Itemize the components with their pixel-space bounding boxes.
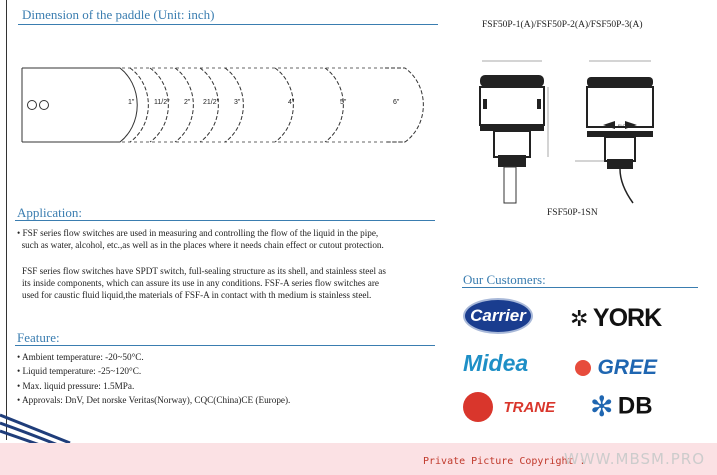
gree-leaf-icon bbox=[575, 360, 591, 376]
feature-rule bbox=[15, 345, 435, 346]
application-line: FSF series flow switches have SPDT switch, full-sealing structure as its shell, and stainless steel as bbox=[22, 266, 386, 276]
paddle-size-label: 3" bbox=[234, 99, 241, 106]
application-line: its inside components, which can assure its use in any conditions. FSF-A series flow switches are bbox=[22, 278, 379, 288]
carrier-logo-text: Carrier bbox=[470, 306, 526, 325]
model-caption-top: FSF50P-1(A)/FSF50P-2(A)/FSF50P-3(A) bbox=[482, 20, 643, 30]
copyright-site[interactable]: WWW.MBSM.PRO bbox=[564, 450, 706, 468]
gree-logo bbox=[575, 354, 657, 382]
paddle-title: Dimension of the paddle (Unit: inch) bbox=[22, 7, 215, 22]
paddle-size-label: 21/2" bbox=[203, 99, 220, 106]
feature-item: • Approvals: DnV, Det norske Veritas(Norway), CQC(China)CE (Europe). bbox=[17, 395, 291, 405]
switch-drawing-side bbox=[575, 55, 675, 205]
copyright-label: Private Picture Copyright : bbox=[423, 456, 586, 467]
left-border bbox=[6, 0, 7, 440]
customers-title: Our Customers: bbox=[463, 272, 546, 287]
customers-rule bbox=[462, 287, 698, 288]
paddle-size-label: 11/2" bbox=[154, 99, 170, 106]
paddle-size-label: 5" bbox=[340, 99, 347, 106]
db-logo-text: DB bbox=[617, 392, 653, 420]
trane-circle-icon bbox=[463, 392, 493, 422]
paddle-rule bbox=[18, 24, 438, 25]
db-swirl-icon: ✻ bbox=[590, 391, 614, 422]
trane-logo-text: TRANE bbox=[503, 398, 556, 416]
application-rule bbox=[15, 220, 435, 221]
york-logo bbox=[570, 304, 661, 332]
feature-item: • Ambient temperature: -20~50°C. bbox=[17, 352, 144, 362]
paddle-size-label: 4" bbox=[288, 99, 295, 106]
switch-drawing-front bbox=[470, 55, 560, 205]
gree-logo-text: GREE bbox=[597, 356, 657, 379]
feature-item: • Max. liquid pressure: 1.5MPa. bbox=[17, 381, 135, 391]
feature-title: Feature: bbox=[17, 330, 60, 345]
york-logo-text: YORK bbox=[592, 304, 662, 332]
midea-logo bbox=[463, 346, 528, 380]
application-title: Application: bbox=[17, 205, 82, 220]
corner-stripes bbox=[0, 405, 80, 445]
flow-label: FLOW bbox=[618, 123, 630, 128]
model-caption-bottom: FSF50P-1SN bbox=[547, 208, 598, 218]
feature-item: • Liquid temperature: -25~120°C. bbox=[17, 366, 142, 376]
application-line: used for caustic fluid liquid,the materials of FSF-A in contact with th medium is stainless steel. bbox=[22, 290, 372, 300]
paddle-size-label: 2" bbox=[184, 99, 191, 106]
carrier-logo bbox=[463, 298, 533, 334]
application-line: such as water, alcohol, etc.,as well as in the places where it needs chain effect or cutout protection. bbox=[17, 240, 384, 250]
paddle-size-label: 1" bbox=[128, 99, 135, 106]
trane-logo bbox=[463, 392, 555, 422]
application-line: • FSF series flow switches are used in measuring and controlling the flow of the liquid in the pipe, bbox=[17, 228, 379, 238]
snowflake-icon: ✲ bbox=[570, 306, 589, 331]
midea-logo-text: Midea bbox=[463, 350, 529, 376]
paddle-size-label: 6" bbox=[393, 99, 400, 106]
db-logo bbox=[590, 390, 653, 424]
